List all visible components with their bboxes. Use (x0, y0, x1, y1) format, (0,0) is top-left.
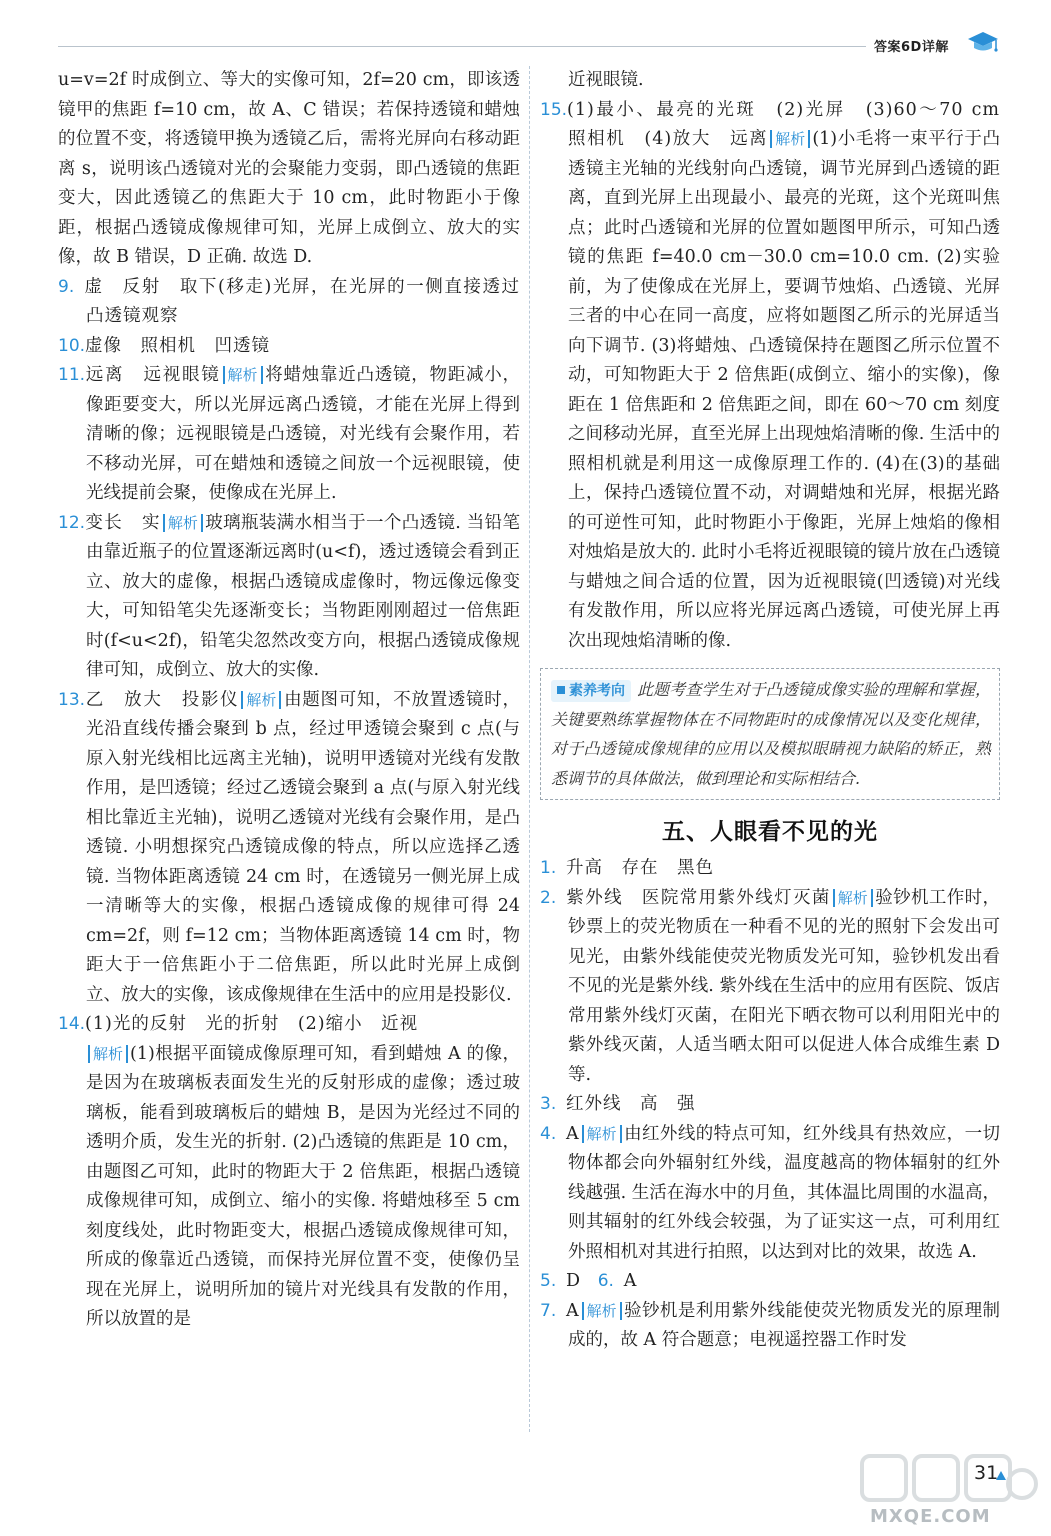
page-marker-icon (996, 1471, 1006, 1480)
question-number: 6. (597, 1271, 614, 1291)
question-11 (58, 361, 520, 509)
answer-text: D (566, 1271, 582, 1291)
answer-text: 升高 存在 黑色 (566, 858, 714, 878)
question-number: 5. (540, 1271, 557, 1291)
question-number: 15. (540, 99, 568, 120)
analysis-tag: 解析 (833, 889, 873, 907)
answer-text: A (566, 1123, 580, 1144)
question-number: 3. (540, 1094, 557, 1114)
analysis-text: 验钞机是利用紫外线能使荧光物质发光的原理制成的，故 A 符合题意；电视遥控器工作时发 (568, 1300, 1000, 1350)
question-number: 9. (58, 276, 75, 297)
analysis-tag: 解析 (163, 514, 203, 532)
literacy-focus-box (540, 668, 1000, 800)
right-column (540, 66, 1019, 1356)
analysis-tag: 解析 (770, 130, 810, 148)
page-number: 31 (974, 1462, 999, 1484)
literacy-focus-label: 素养考向 (551, 680, 631, 702)
answer-text: 虚 反射 取下(移走)光屏，在光屏的一侧直接透过凸透镜观察 (84, 276, 520, 326)
question-13 (58, 686, 520, 1011)
square-bullet-icon (557, 686, 565, 694)
analysis-tag: 解析 (241, 691, 281, 709)
question-number: 4. (540, 1123, 557, 1144)
question-12 (58, 509, 520, 686)
question-number: 7. (540, 1300, 557, 1321)
analysis-text: 由题图可知，不放置透镜时，光沿直线传播会聚到 b 点，经过甲透镜会聚到 c 点(与原入射光线相比远离主光轴)，说明甲透镜对光线有发散作用，是凹透镜；经过乙透镜会聚到 a 点(与原入射光线相比靠近主光轴)，说明乙透镜对光线有会聚作用，是凸透镜. 小明想探究凸透镜成像的特点，所以应选择乙透镜. 当物体距离透镜 24 cm 时，在透镜另一侧光屏上成一清晰等大的实像，根据凸透镜成像的规律可得 24 cm=2f，则 f=12 cm；当物体距离透镜 14 cm 时，物距大于一倍焦距小于二倍焦距，所以此时光屏上成倒立、放大的实像，该成像规律在生活中的应用是投影仪. (86, 689, 521, 1005)
column-divider (529, 66, 530, 1432)
question-number: 14. (58, 1014, 86, 1034)
question-number: 13. (58, 689, 86, 710)
question-3 (540, 1090, 1000, 1120)
question-9 (58, 273, 520, 332)
question-number: 10. (58, 335, 86, 356)
analysis-text: 由红外线的特点可知，红外线具有热效应，一切物体都会向外辐射红外线，温度越高的物体辐射的红外线越强. 生活在海水中的月鱼，其体温比周围的水温高，则其辐射的红外线会较强，为了证实这一点，可利用红外照相机对其进行拍照，以达到对比的效果，故选 A. (568, 1123, 1000, 1262)
question-number: 2. (540, 887, 557, 908)
analysis-text: 玻璃瓶装满水相当于一个凸透镜. 当铅笔由靠近瓶子的位置逐渐远离时(u<f)，透过透镜会看到正立、放大的虚像，根据凸透镜成虚像时，物远像远像变大，可知铅笔尖先逐渐变长；当物距刚刚超过一倍焦距时(f<u<2f)，铅笔尖忽然改变方向，根据凸透镜成像规律可知，成倒立、放大的实像. (86, 512, 521, 680)
question-15 (540, 96, 1019, 657)
header-rule (58, 46, 866, 47)
analysis-tag: 解析 (223, 366, 263, 384)
answer-text: 变长 实 (85, 512, 161, 533)
answer-text: 虚像 照相机 凹透镜 (85, 335, 271, 356)
question-2 (540, 884, 1000, 1091)
literacy-focus-text: 此题考查学生对于凸透镜成像实验的理解和掌握，关键要熟练掌握物体在不同物距时的成像情况以及变化规律，对于凸透镜成像规律的应用以及模拟眼睛视力缺陷的矫正，熟悉调节的具体做法，做到理论和实际相结合. (551, 680, 991, 788)
question-10 (58, 332, 520, 362)
analysis-text: 将蜡烛靠近凸透镜，物距减小，像距要变大，所以光屏远离凸透镜，才能在光屏上得到清晰的像；远视眼镜是凸透镜，对光线有会聚作用，若不移动光屏，可在蜡烛和透镜之间放一个远视眼镜，使光线提前会聚，使像成在光屏上. (86, 365, 521, 503)
continued-answer: 近视眼镜. (568, 70, 644, 90)
answer-text: 乙 放大 投影仪 (85, 689, 240, 710)
header-title: 答案6D详解 (874, 40, 949, 55)
question-number: 11. (58, 365, 86, 385)
answer-text: A (623, 1271, 638, 1291)
analysis-text: 验钞机工作时，钞票上的荧光物质在一种看不见的光的照射下会发出可见光，由紫外线能使荧光物质发光可知，验钞机发出看不见的光是紫外线. 紫外线在生活中的应用有医院、饭店常用紫外线灯灭菌，在阳光下晒衣物可以利用阳光中的紫外线灭菌，人适当晒太阳可以促进人体合成维生素 D 等. (568, 887, 1001, 1085)
question-4 (540, 1120, 1000, 1268)
left-column (58, 66, 520, 1335)
question-7 (540, 1297, 1000, 1356)
answer-text: (1)最小、最亮的光斑 (2)光屏 (3)60～70 cm 照相机 (4)放大 远离 (567, 99, 1019, 149)
answer-text: 紫外线 医院常用紫外线灯灭菌 (566, 887, 831, 908)
section-title: 五、人眼看不见的光 (662, 819, 878, 845)
answer-text: 红外线 高 强 (566, 1094, 696, 1114)
question-number: 1. (540, 858, 557, 878)
answer-text: 远离 远视眼镜 (85, 365, 221, 385)
analysis-tag: 解析 (88, 1045, 128, 1063)
question-14 (58, 1010, 520, 1335)
answer-text: A (566, 1300, 580, 1321)
watermark-text: MXQE.COM (870, 1506, 991, 1527)
analysis-tag: 解析 (582, 1302, 622, 1320)
analysis-text: (1)根据平面镜成像原理可知，看到蜡烛 A 的像，是因为在玻璃板表面发生光的反射形成的虚像；透过玻璃板，能看到玻璃板后的蜡烛 B，是因为光经过不同的透明介质，发生光的折射. (2)凸透镜的焦距是 10 cm，由题图乙可知，此时的物距大于 2 倍焦距，根据凸透镜成像规律可知，成倒立、缩小的实像. 将蜡烛移至 5 cm 刻度线处，此时物距变大，根据凸透镜成像规律可知，所成的像靠近凸透镜，而保持光屏位置不变，使像仍呈现在光屏上，说明所加的镜片对光线具有发散的作用，所以放置的是 (86, 1043, 520, 1329)
answer-text: (1)光的反射 光的折射 (2)缩小 近视 (85, 1014, 419, 1034)
question-5-6 (540, 1267, 1000, 1297)
analysis-text: (1)小毛将一束平行于凸透镜主光轴的光线射向凸透镜，调节光屏到凸透镜的距离，直到光屏上出现最小、最亮的光斑，这个光斑叫焦点；此时凸透镜和光屏的位置如题图甲所示，可知凸透镜的焦距 f=40.0 cm－30.0 cm=10.0 cm. (2)实验前，为了使像成在光屏上，要调节烛焰、凸透镜、光屏三者的中心在同一高度，应将如题图乙所示的光屏适当向下调节. (3)将蜡烛、凸透镜保持在题图乙所示位置不动，可知物距大于 2 倍焦距(成倒立、缩小的实像)，像距在 1 倍焦距和 2 倍焦距之间，即在 60～70 cm 刻度之间移动光屏，直至光屏上出现烛焰清晰的像. 生活中的照相机就是利用这一成像原理工作的. (4)在(3)的基础上，保持凸透镜位置不动，对调蜡烛和光屏，根据光路的可逆性可知，此时物距小于像距，光屏上烛焰的像相对烛焰是放大的. 此时小毛将近视眼镜的镜片放在凸透镜与蜡烛之间合适的位置，因为近视眼镜(凹透镜)对光线有发散作用，所以应将光屏远离凸透镜，可使光屏上再次出现烛焰清晰的像. (568, 129, 1000, 651)
question-number: 12. (58, 512, 86, 533)
continued-answer: u=v=2f 时成倒立、等大的实像可知，2f=20 cm，即该透镜甲的焦距 f=10 cm，故 A、C 错误；若保持透镜和蜡烛的位置不变，将透镜甲换为透镜乙后，需将光屏向右移动距离 s，说明该凸透镜对光的会聚能力变弱，即凸透镜的焦距变大，因此透镜乙的焦距大于 10 cm，此时物距小于像距，根据凸透镜成像规律可知，光屏上成倒立、放大的实像，故 B 错误，D 正确. 故选 D. (58, 70, 520, 267)
question-1 (540, 854, 1000, 884)
graduation-cap-icon (966, 28, 1000, 56)
analysis-tag: 解析 (582, 1125, 622, 1143)
